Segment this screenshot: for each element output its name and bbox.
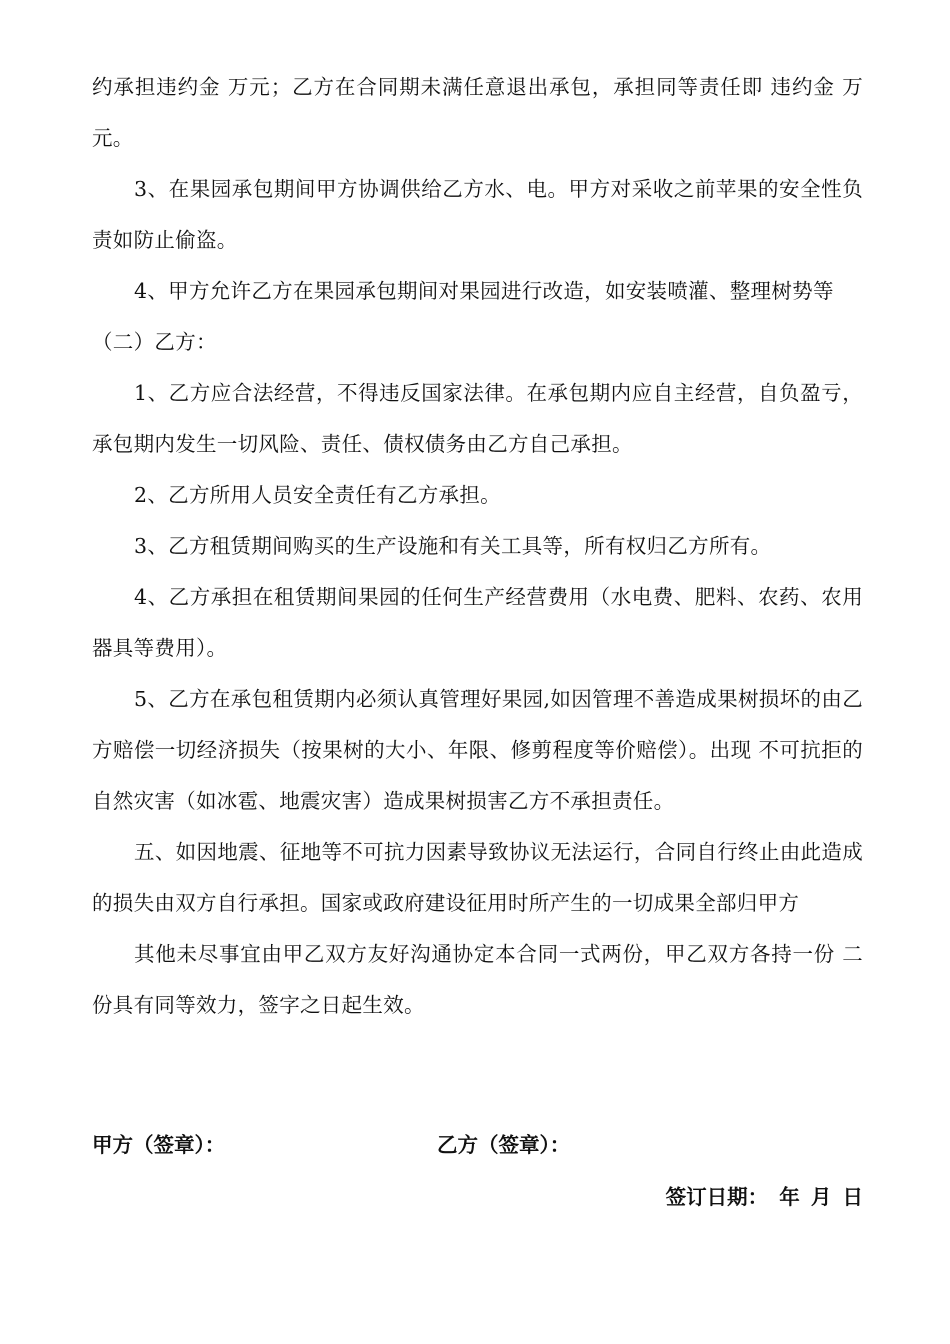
- paragraph-a-clause-4: 4、甲方允许乙方在果园承包期间对果园进行改造，如安装喷灌、整理树势等: [134, 279, 834, 303]
- paragraph-b-clause-1: 1、乙方应合法经营，不得违反国家法律。在承包期内应自主经营，自负盈亏，承包期内发生一切风险、责任、债权债务由乙方自己承担。: [92, 381, 863, 456]
- paragraph-penalty: 约承担违约金 万元；乙方在合同期未满任意退出承包，承担同等责任即 违约金 万元。: [92, 75, 863, 150]
- paragraph-a-clause-3: 3、在果园承包期间甲方协调供给乙方水、电。甲方对采收之前苹果的安全性负责如防止偷盗。: [92, 177, 863, 252]
- signing-date-label: 签订日期： 年 月 日: [665, 1185, 863, 1209]
- paragraph-b-clause-2: 2、乙方所用人员安全责任有乙方承担。: [134, 483, 501, 507]
- paragraph-force-majeure: 五、如因地震、征地等不可抗力因素导致协议无法运行，合同自行终止由此造成的损失由双方自行承担。国家或政府建设征用时所产生的一切成果全部归甲方: [92, 840, 863, 915]
- paragraph-b-clause-5: 5、乙方在承包租赁期内必须认真管理好果园,如因管理不善造成果树损坏的由乙方赔偿一切经济损失（按果树的大小、年限、修剪程度等价赔偿）。出现 不可抗拒的自然灾害（如冰雹、地震灾害）造成果树损害乙方不承担责任。: [92, 687, 863, 813]
- paragraph-b-clause-3: 3、乙方租赁期间购买的生产设施和有关工具等，所有权归乙方所有。: [134, 534, 772, 558]
- section-heading-party-b: （二）乙方：: [92, 330, 217, 354]
- paragraph-b-clause-4: 4、乙方承担在租赁期间果园的任何生产经营费用（水电费、肥料、农药、农用器具等费用）。: [92, 585, 863, 660]
- party-b-signature-label: 乙方（签章）：: [437, 1133, 571, 1157]
- party-a-signature-label: 甲方（签章）：: [92, 1133, 226, 1157]
- paragraph-misc: 其他未尽事宜由甲乙双方友好沟通协定本合同一式两份，甲乙双方各持一份 二份具有同等效力，签字之日起生效。: [92, 942, 863, 1017]
- signature-row: [92, 1128, 863, 1168]
- contract-body: [92, 62, 863, 1031]
